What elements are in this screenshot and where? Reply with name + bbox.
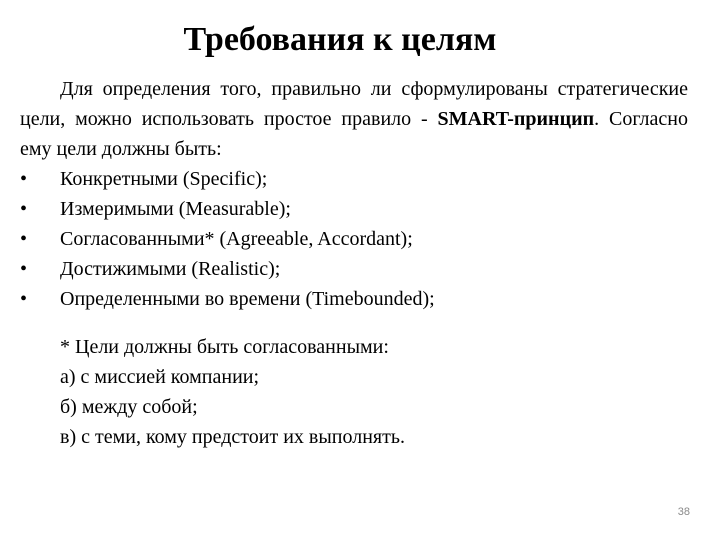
footnote-item: а) с миссией компании;: [60, 366, 260, 388]
list-item: [20, 254, 688, 284]
bullet-icon: •: [20, 198, 28, 220]
footnote-item: б) между собой;: [60, 396, 198, 418]
intro-text-end: . Согласно ему цели должны быть:: [20, 108, 688, 160]
bullet-icon: •: [20, 288, 28, 310]
footnote: [60, 332, 660, 452]
smart-principle-label: SMART-принцип: [437, 108, 595, 130]
criteria-list: [20, 164, 688, 314]
list-item: [20, 194, 688, 224]
bullet-icon: •: [20, 168, 28, 190]
bullet-icon: •: [20, 228, 28, 250]
list-item-text: Определенными во времени (Timebounded);: [60, 288, 435, 310]
list-item-text: Согласованными* (Agreeable, Accordant);: [60, 228, 413, 250]
footnote-heading: * Цели должны быть согласованными:: [60, 336, 389, 358]
intro-text: Для определения того, правильно ли сформулированы стратегические цели, можно использовать простое правило -: [20, 78, 688, 130]
list-item: [20, 284, 688, 314]
page-number: 38: [677, 506, 690, 518]
list-item: [20, 164, 688, 194]
bullet-icon: •: [20, 258, 28, 280]
list-item-text: Конкретными (Specific);: [60, 168, 268, 190]
list-item: [20, 224, 688, 254]
slide-title: Требования к целям: [183, 21, 497, 58]
list-item-text: Достижимыми (Realistic);: [60, 258, 281, 280]
intro-paragraph: [20, 74, 688, 164]
slide-body: [20, 74, 688, 314]
list-item-text: Измеримыми (Measurable);: [60, 198, 291, 220]
footnote-item: в) с теми, кому предстоит их выполнять.: [60, 426, 405, 448]
